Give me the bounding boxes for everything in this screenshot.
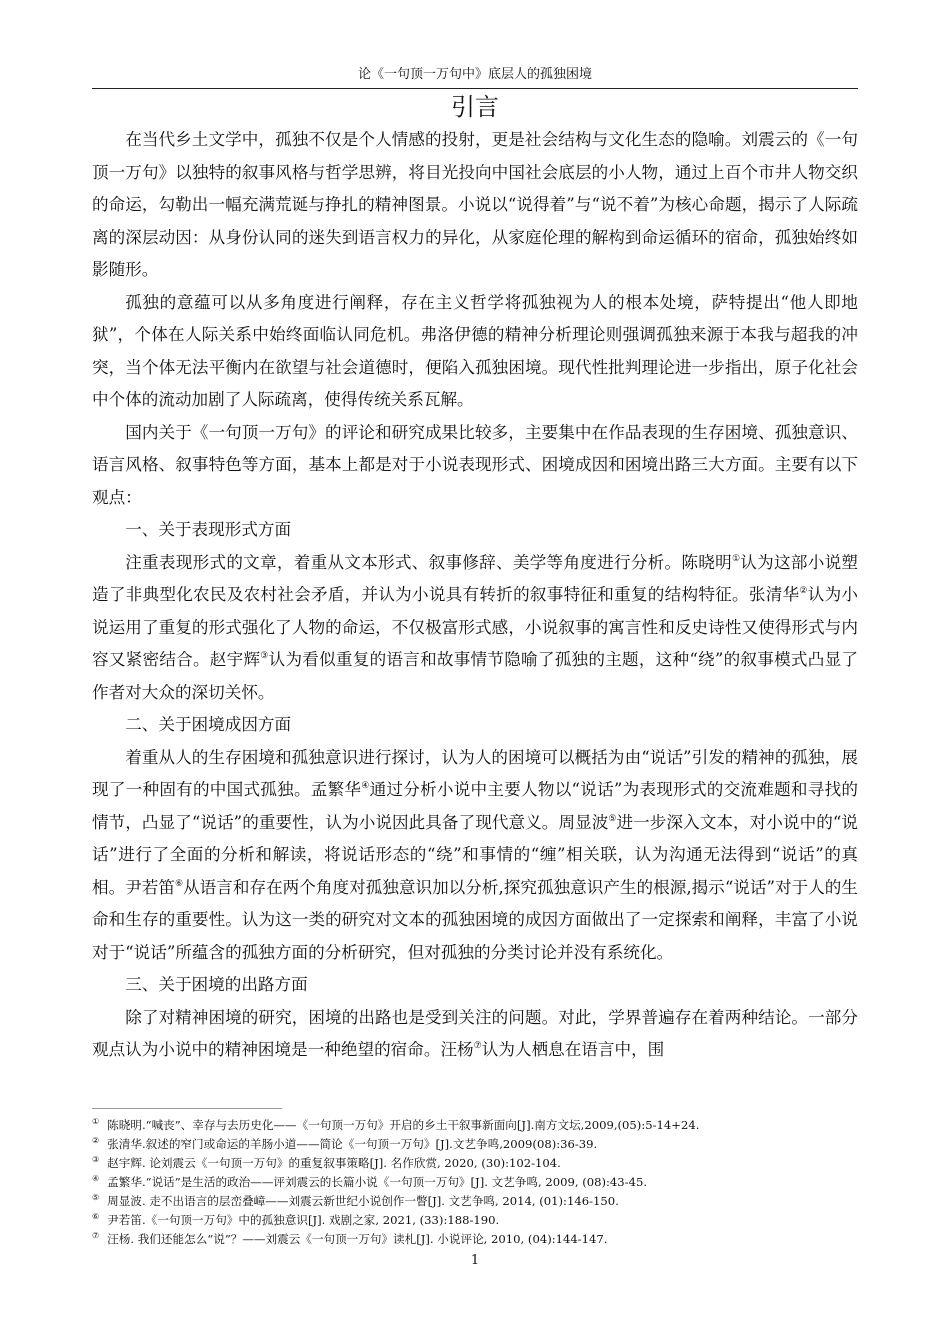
body-text — [92, 124, 858, 1067]
footnote-mark: ① — [92, 1117, 100, 1126]
footnote-mark: ⑦ — [92, 1231, 100, 1240]
footnote-text: 周显波. 走不出语言的层峦叠嶂——刘震云新世纪小说创作一瞥[J]. 文艺争鸣, 2014, (01):146-150. — [107, 1194, 619, 1208]
paragraph-2: 孤独的意蕴可以从多角度进行阐释，存在主义哲学将孤独视为人的根本处境，萨特提出“他人即地狱”，个体在人际关系中始终面临认同危机。弗洛伊德的精神分析理论则强调孤独来源于本我与超我的冲突，当个体无法平衡内在欲望与社会道德时，便陷入孤独困境。现代性批判理论进一步指出，原子化社会中个体的流动加剧了人际疏离，使得传统关系瓦解。 — [92, 292, 858, 409]
paragraph-6-text: 除了对精神困境的研究，困境的出路也是受到关注的问题。对此，学界普遍存在着两种结论。一部分观点认为小说中的精神困境是一种绝望的宿命。汪杨 — [92, 1007, 858, 1059]
footnote-ref-4[interactable]: ④ — [361, 781, 370, 791]
footnote-text: 汪杨. 我们还能怎么“说”？——刘震云《一句顶一万句》读札[J]. 小说评论, 2010, (04):144-147. — [107, 1232, 608, 1246]
footnote-ref-5[interactable]: ⑤ — [608, 813, 617, 824]
footnote-2 — [92, 1135, 858, 1154]
paragraph-4-text: 认为看似重复的语言和故事情节隐喻了孤独的主题，这种“绕”的叙事模式凸显了作者对大众的深切关怀。 — [92, 650, 859, 702]
paragraph-5-text: 从语言和存在两个角度对孤独意识加以分析,探究孤独意识产生的根源,揭示“说话”对于人的生命和生存的重要性。认为这一类的研究对文本的孤独困境的成因方面做出了一定探索和阐释，丰富了小说对于“说话”所蕴含的孤独方面的分析研究，但对孤独的分类讨论并没有系统化。 — [92, 877, 858, 962]
paragraph-4-text: 认为这部小说塑造了非典型化农民及农村社会矛盾，并认为小说具有转折的叙事特征和重复的结构特征。张清华 — [92, 552, 859, 604]
running-header: 论《一句顶一万句中》底层人的孤独困境 — [357, 67, 592, 82]
footnote-text: 孟繁华.“说话”是生活的政治——评刘震云的长篇小说《一句顶一万句》[J]. 文艺争鸣, 2009, (08):43-45. — [107, 1175, 648, 1189]
paragraph-6 — [92, 1002, 858, 1067]
footnote-ref-1[interactable]: ① — [731, 553, 741, 564]
header-rule — [92, 88, 858, 89]
footnote-mark: ⑥ — [92, 1212, 100, 1221]
footnotes — [92, 1116, 858, 1249]
section-title: 引言 — [451, 93, 499, 121]
paragraph-4 — [92, 547, 858, 710]
footnote-ref-3[interactable]: ③ — [260, 651, 269, 661]
footnote-6 — [92, 1211, 858, 1230]
footnote-mark: ② — [92, 1136, 100, 1145]
paragraph-5 — [92, 742, 858, 970]
footnote-ref-2[interactable]: ② — [799, 586, 808, 596]
paragraph-6-text: 认为人栖息在语言中，围 — [481, 1040, 665, 1059]
footnote-1 — [92, 1116, 858, 1135]
footnote-mark: ④ — [92, 1174, 100, 1183]
footnote-7 — [92, 1230, 858, 1249]
paragraph-4-text: 认为小说运用了重复的形式强化了人物的命运，不仅极富形式感，小说叙事的寓言性和反史诗性又使得形式与内容又紧密结合。赵宇辉 — [92, 585, 859, 669]
subheading-solutions: 三、关于困境的出路方面 — [125, 975, 308, 994]
footnote-text: 张清华.叙述的窄门或命运的羊肠小道——简论《一句顶一万句》[J].文艺争鸣,2009(08):36-39. — [107, 1137, 598, 1151]
footnote-text: 陈晓明.“喊丧”、幸存与去历史化——《一句顶一万句》开启的乡土干叙事新面向[J].南方文坛,2009,(05):5-14+24. — [107, 1118, 700, 1132]
footnote-3 — [92, 1154, 858, 1173]
page-number: 1 — [470, 1253, 480, 1268]
footnote-rule — [92, 1108, 282, 1109]
paragraph-3: 国内关于《一句顶一万句》的评论和研究成果比较多，主要集中在作品表现的生存困境、孤独意识、语言风格、叙事特色等方面，基本上都是对于小说表现形式、困境成因和困境出路三大方面。主要有以下观点： — [92, 422, 858, 507]
footnote-ref-7[interactable]: ⑦ — [473, 1041, 482, 1051]
footnote-4 — [92, 1173, 858, 1192]
subheading-form: 一、关于表现形式方面 — [125, 520, 292, 539]
paragraph-5-text: 着重从人的生存困境和孤独意识进行探讨，认为人的困境可以概括为由“说话”引发的精神的孤独，展现了一种固有的中国式孤独。孟繁华 — [92, 747, 858, 799]
footnote-5 — [92, 1192, 858, 1211]
paragraph-1: 在当代乡土文学中，孤独不仅是个人情感的投射，更是社会结构与文化生态的隐喻。刘震云的《一句顶一万句》以独特的叙事风格与哲学思辨，将目光投向中国社会底层的小人物，通过上百个市井人物交织的命运，勾勒出一幅充满荒诞与挣扎的精神图景。小说以“说得着”与“说不着”为核心命题，揭示了人际疏离的深层动因：从身份认同的迷失到语言权力的异化，从家庭伦理的解构到命运循环的宿命，孤独始终如影随形。 — [92, 130, 858, 279]
footnote-text: 尹若笛.《一句顶一万句》中的孤独意识[J]. 戏剧之家, 2021, (33):188-190. — [107, 1213, 500, 1227]
paragraph-5-text: 通过分析小说中主要人物以“说话”为表现形式的交流难题和寻找的情节，凸显了“说话”的重要性，认为小说因此具备了现代意义。周显波 — [92, 780, 858, 832]
footnote-text: 赵宇辉. 论刘震云《一句顶一万句》的重复叙事策略[J]. 名作欣赏, 2020, (30):102-104. — [107, 1156, 561, 1170]
subheading-causes: 二、关于困境成因方面 — [125, 715, 292, 734]
paragraph-4-text: 注重表现形式的文章，着重从文本形式、叙事修辞、美学等角度进行分析。陈晓明 — [125, 552, 732, 572]
footnote-mark: ③ — [92, 1155, 100, 1164]
footnote-ref-6[interactable]: ⑥ — [175, 878, 184, 889]
footnote-mark: ⑤ — [92, 1193, 100, 1202]
paragraph-5-text: 进一步深入文本，对小说中的“说话”进行了全面的分析和解读，将说话形态的“绕”和事情的“缠”相关联，认为沟通无法得到“说话”的真相。尹若笛 — [92, 812, 858, 897]
